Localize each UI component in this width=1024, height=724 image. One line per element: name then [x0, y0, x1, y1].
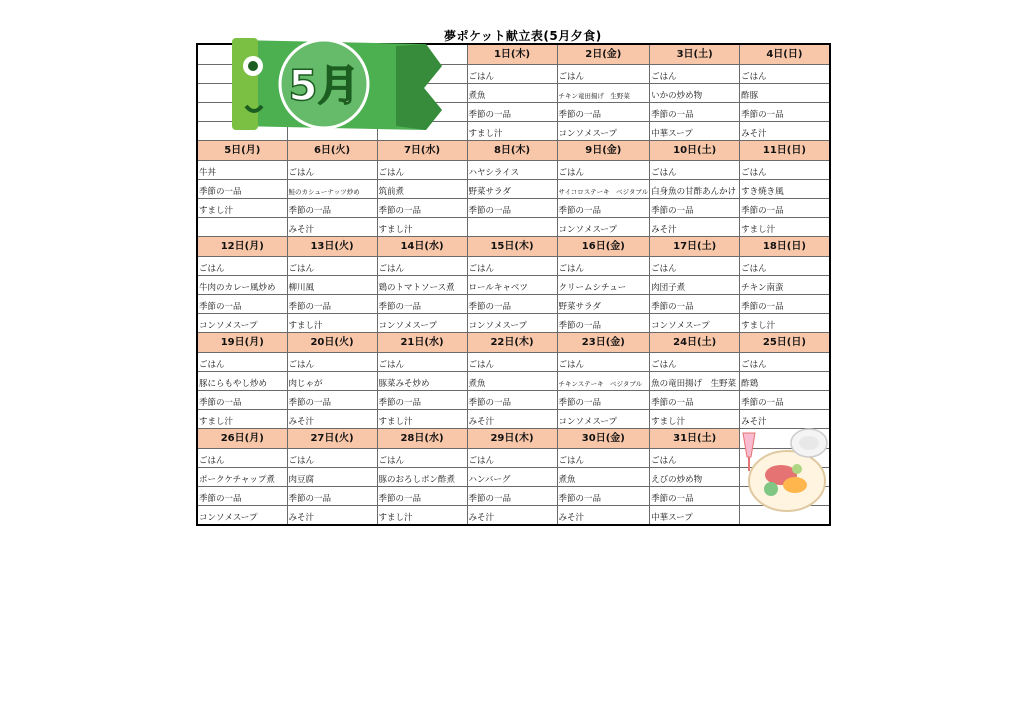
- meal-item: すまし汁: [287, 314, 377, 333]
- meal-item: 季節の一品: [557, 199, 650, 218]
- meal-item: ごはん: [557, 65, 650, 84]
- date-header: 18日(日): [740, 237, 830, 257]
- meal-item: [467, 218, 557, 237]
- meal-item: 季節の一品: [557, 391, 650, 410]
- meal-item: 野菜サラダ: [467, 180, 557, 199]
- meal-item: 季節の一品: [557, 487, 650, 506]
- meal-item: ごはん: [287, 161, 377, 180]
- meal-item: 柳川風: [287, 276, 377, 295]
- meal-row: [197, 487, 830, 506]
- date-header: 21日(水): [377, 333, 467, 353]
- week-header-row: [197, 237, 830, 257]
- meal-item: みそ汁: [287, 410, 377, 429]
- meal-item: ごはん: [557, 257, 650, 276]
- meal-item: みそ汁: [287, 218, 377, 237]
- meal-item: すき焼き風: [740, 180, 830, 199]
- meal-item: みそ汁: [740, 122, 830, 141]
- date-header: 12日(月): [197, 237, 287, 257]
- meal-item: 季節の一品: [377, 295, 467, 314]
- meal-item: ごはん: [467, 449, 557, 468]
- date-header: 22日(木): [467, 333, 557, 353]
- meal-item: みそ汁: [287, 506, 377, 526]
- meal-item: 季節の一品: [287, 199, 377, 218]
- date-header: 20日(火): [287, 333, 377, 353]
- meal-item: 季節の一品: [740, 103, 830, 122]
- meal-item: 魚の竜田揚げ 生野菜: [650, 372, 740, 391]
- meal-item: すまし汁: [377, 410, 467, 429]
- meal-item: 鶏のトマトソース煮: [377, 276, 467, 295]
- meal-item: すまし汁: [650, 410, 740, 429]
- meal-item: チキン南蛮: [740, 276, 830, 295]
- meal-item: 野菜サラダ: [557, 295, 650, 314]
- meal-item: 季節の一品: [557, 314, 650, 333]
- food-plate-icon: [737, 419, 829, 515]
- meal-item: ごはん: [740, 257, 830, 276]
- meal-item: 季節の一品: [287, 295, 377, 314]
- meal-item: [197, 218, 287, 237]
- meal-item: 鮭のカシューナッツ炒め: [287, 180, 377, 199]
- meal-item: コンソメスープ: [557, 218, 650, 237]
- meal-item: 肉じゃが: [287, 372, 377, 391]
- meal-item: えびの炒め物: [650, 468, 740, 487]
- meal-item: 季節の一品: [377, 391, 467, 410]
- meal-item: みそ汁: [740, 410, 830, 429]
- date-header: 3日(土): [650, 44, 740, 65]
- meal-item: 季節の一品: [467, 103, 557, 122]
- meal-item: コンソメスープ: [557, 122, 650, 141]
- meal-item: ロールキャベツ: [467, 276, 557, 295]
- meal-item: ごはん: [467, 257, 557, 276]
- meal-item: 季節の一品: [197, 391, 287, 410]
- meal-item: 豚にらもやし炒め: [197, 372, 287, 391]
- meal-item: すまし汁: [740, 218, 830, 237]
- meal-item: いかの炒め物: [650, 84, 740, 103]
- meal-item: ごはん: [650, 257, 740, 276]
- meal-item: 季節の一品: [377, 487, 467, 506]
- meal-item: ごはん: [557, 353, 650, 372]
- date-header: 26日(月): [197, 429, 287, 449]
- meal-row: [197, 468, 830, 487]
- meal-item: 季節の一品: [467, 295, 557, 314]
- meal-item: 煮魚: [557, 468, 650, 487]
- meal-item: ポークケチャップ煮: [197, 468, 287, 487]
- date-header: 8日(木): [467, 141, 557, 161]
- meal-item: すまし汁: [377, 218, 467, 237]
- meal-item: ごはん: [377, 353, 467, 372]
- meal-item: 牛丼: [197, 161, 287, 180]
- meal-row: [197, 295, 830, 314]
- meal-item: ごはん: [377, 449, 467, 468]
- meal-row: [197, 391, 830, 410]
- week-header-row: [197, 429, 830, 449]
- meal-item: ごはん: [287, 353, 377, 372]
- date-header: 1日(木): [467, 44, 557, 65]
- meal-item: コンソメスープ: [557, 410, 650, 429]
- meal-item: コンソメスープ: [650, 314, 740, 333]
- meal-item: 季節の一品: [650, 103, 740, 122]
- date-header: 31日(土): [650, 429, 740, 449]
- meal-item: ごはん: [197, 257, 287, 276]
- meal-item: ごはん: [287, 257, 377, 276]
- date-header: 10日(土): [650, 141, 740, 161]
- meal-item: すまし汁: [740, 314, 830, 333]
- meal-item: みそ汁: [467, 410, 557, 429]
- meal-item: 酢豚: [740, 84, 830, 103]
- meal-item: 季節の一品: [467, 391, 557, 410]
- page-title: 夢ポケット献立表(5月夕食): [444, 29, 602, 43]
- meal-item: 季節の一品: [740, 295, 830, 314]
- meal-item: 季節の一品: [197, 487, 287, 506]
- meal-item: すまし汁: [377, 506, 467, 526]
- meal-item: 白身魚の甘酢あんかけ: [650, 180, 740, 199]
- meal-item: ごはん: [740, 65, 830, 84]
- meal-item: みそ汁: [557, 506, 650, 526]
- koinobori-icon: [226, 36, 442, 134]
- meal-item: 季節の一品: [287, 391, 377, 410]
- date-header: 7日(水): [377, 141, 467, 161]
- meal-row: [197, 276, 830, 295]
- meal-item: コンソメスープ: [377, 314, 467, 333]
- meal-item: ごはん: [197, 353, 287, 372]
- date-header: 27日(火): [287, 429, 377, 449]
- meal-item: ごはん: [467, 65, 557, 84]
- date-header: 9日(金): [557, 141, 650, 161]
- meal-item: 中華スープ: [650, 122, 740, 141]
- date-header: 14日(水): [377, 237, 467, 257]
- meal-item: 季節の一品: [557, 103, 650, 122]
- meal-item: 肉豆腐: [287, 468, 377, 487]
- date-header: 4日(日): [740, 44, 830, 65]
- meal-row: [197, 372, 830, 391]
- date-header: 13日(火): [287, 237, 377, 257]
- meal-item: 季節の一品: [650, 295, 740, 314]
- meal-item: コンソメスープ: [197, 506, 287, 526]
- date-header: 5日(月): [197, 141, 287, 161]
- meal-item: 季節の一品: [287, 487, 377, 506]
- meal-item: 中華スープ: [650, 506, 740, 526]
- meal-item: 煮魚: [467, 84, 557, 103]
- meal-row: [197, 180, 830, 199]
- meal-item: すまし汁: [467, 122, 557, 141]
- meal-item: 季節の一品: [650, 487, 740, 506]
- meal-item: 季節の一品: [650, 199, 740, 218]
- meal-item: 肉団子煮: [650, 276, 740, 295]
- week-header-row: [197, 333, 830, 353]
- meal-row: [197, 161, 830, 180]
- meal-item: 筑前煮: [377, 180, 467, 199]
- meal-item: コンソメスープ: [197, 314, 287, 333]
- meal-item: 季節の一品: [197, 295, 287, 314]
- meal-item: ハヤシライス: [467, 161, 557, 180]
- meal-item: ごはん: [740, 161, 830, 180]
- meal-row: [197, 353, 830, 372]
- date-header: 16日(金): [557, 237, 650, 257]
- meal-row: [197, 506, 830, 526]
- meal-item: 豚菜みそ炒め: [377, 372, 467, 391]
- meal-item: 季節の一品: [650, 391, 740, 410]
- meal-item: みそ汁: [467, 506, 557, 526]
- meal-item: 牛肉のカレー風炒め: [197, 276, 287, 295]
- date-header: 23日(金): [557, 333, 650, 353]
- meal-item: ごはん: [377, 257, 467, 276]
- meal-item: ごはん: [467, 353, 557, 372]
- meal-item: 季節の一品: [467, 487, 557, 506]
- date-header: 2日(金): [557, 44, 650, 65]
- date-header: 15日(木): [467, 237, 557, 257]
- meal-item: 季節の一品: [740, 391, 830, 410]
- meal-row: [197, 314, 830, 333]
- meal-item: 季節の一品: [740, 199, 830, 218]
- meal-item: すまし汁: [197, 199, 287, 218]
- meal-item: ごはん: [377, 161, 467, 180]
- date-header: 30日(金): [557, 429, 650, 449]
- date-header: 28日(水): [377, 429, 467, 449]
- date-header: 17日(土): [650, 237, 740, 257]
- meal-item: ごはん: [287, 449, 377, 468]
- meal-item: 酢鶏: [740, 372, 830, 391]
- meal-row: [197, 449, 830, 468]
- meal-item: ごはん: [650, 449, 740, 468]
- meal-item: 煮魚: [467, 372, 557, 391]
- meal-item: 季節の一品: [467, 199, 557, 218]
- meal-item: チキンステーキ ベジタブル: [557, 372, 650, 391]
- meal-item: ハンバーグ: [467, 468, 557, 487]
- meal-item: 豚のおろしポン酢煮: [377, 468, 467, 487]
- meal-item: サイコロステーキ ベジタブル: [557, 180, 650, 199]
- meal-item: クリームシチュー: [557, 276, 650, 295]
- meal-item: みそ汁: [650, 218, 740, 237]
- date-header: 19日(月): [197, 333, 287, 353]
- date-header: 29日(木): [467, 429, 557, 449]
- date-header: 25日(日): [740, 333, 830, 353]
- meal-item: 季節の一品: [197, 180, 287, 199]
- meal-row: [197, 257, 830, 276]
- meal-item: すまし汁: [197, 410, 287, 429]
- date-header: 6日(火): [287, 141, 377, 161]
- meal-item: ごはん: [740, 353, 830, 372]
- meal-item: ごはん: [557, 449, 650, 468]
- meal-item: ごはん: [650, 161, 740, 180]
- meal-row: [197, 218, 830, 237]
- date-header: 11日(日): [740, 141, 830, 161]
- meal-item: ごはん: [197, 449, 287, 468]
- week-header-row: [197, 141, 830, 161]
- meal-item: コンソメスープ: [467, 314, 557, 333]
- meal-item: ごはん: [650, 353, 740, 372]
- meal-row: [197, 410, 830, 429]
- meal-item: 季節の一品: [377, 199, 467, 218]
- banner-month: 5月: [288, 61, 360, 110]
- meal-item: チキン竜田揚げ 生野菜: [557, 84, 650, 103]
- meal-item: ごはん: [557, 161, 650, 180]
- meal-item: ごはん: [650, 65, 740, 84]
- meal-row: [197, 199, 830, 218]
- date-header: 24日(土): [650, 333, 740, 353]
